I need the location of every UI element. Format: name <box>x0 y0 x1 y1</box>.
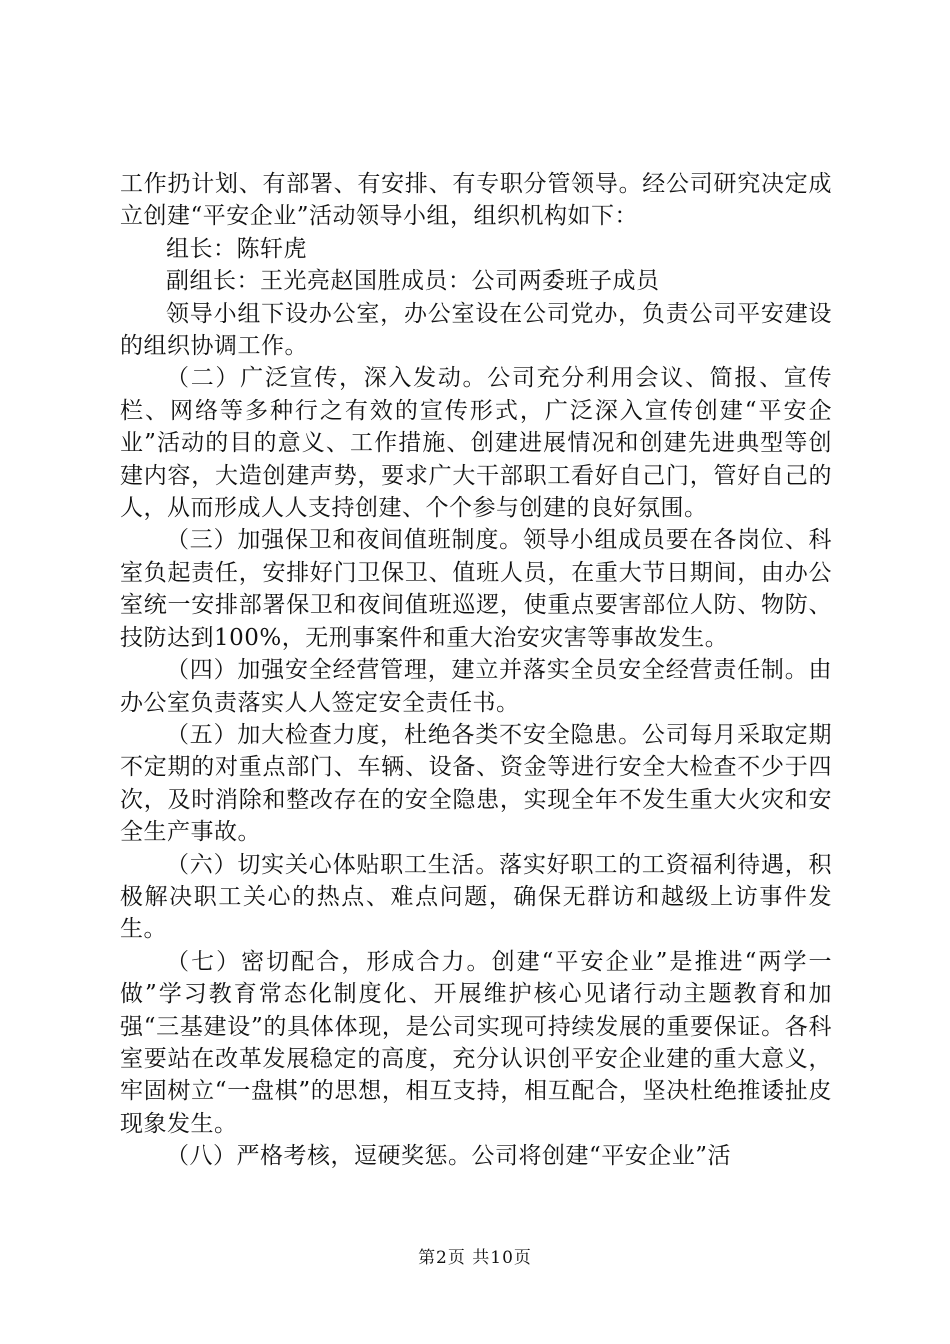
paragraph-section-8: （八）严格考核，逗硬奖惩。公司将创建“平安企业”活 <box>166 1143 732 1170</box>
paragraph-section-7: （七）密切配合，形成合力。创建“平安企业”是推进“两学一做”学习教育常态化制度化、开展维护核心见诸行动主题教育和加强“三基建设”的具体体现，是公司实现可持续发展的重要保证。各科室要站在改革发展稳定的高度，充分认识创平安企业建的重大意义，牢固树立“一盘棋”的思想，相互支持，相互配合，坚决杜绝推诿扯皮现象发生。 <box>120 948 832 1137</box>
paragraph-section-4: （四）加强安全经营管理，建立并落实全员安全经营责任制。由办公室负责落实人人签定安全责任书。 <box>120 657 832 716</box>
page-number-footer: 第2页 共10页 <box>418 1248 532 1268</box>
paragraph-office: 领导小组下设办公室，办公室设在公司党办，负责公司平安建设的组织协调工作。 <box>120 300 832 360</box>
paragraph-intro: 工作扔计划、有部署、有安排、有专职分管领导。经公司研究决定成立创建“平安企业”活动领导小组，组织机构如下： <box>120 171 832 230</box>
paragraph-section-2: （二）广泛宣传，深入发动。公司充分利用会议、简报、宣传栏、网络等多种行之有效的宣传形式，广泛深入宣传创建“平安企业”活动的目的意义、工作措施、创建进展情况和创建先进典型等创建内容，大造创建声势，要求广大干部职工看好自己门，管好自己的人，从而形成人人支持创建、个个参与创建的良好氛围。 <box>120 365 832 522</box>
paragraph-deputy-leader: 副组长：王光亮赵国胜成员：公司两委班子成员 <box>166 268 660 295</box>
document-body <box>120 168 832 1173</box>
document-page <box>120 0 832 1344</box>
paragraph-leader: 组长：陈轩虎 <box>166 235 307 262</box>
paragraph-section-5: （五）加大检查力度，杜绝各类不安全隐患。公司每月采取定期不定期的对重点部门、车辆、设备、资金等进行安全大检查不少于四次，及时消除和整改存在的安全隐患，实现全年不发生重大火灾和安全生产事故。 <box>120 721 832 846</box>
paragraph-section-3: （三）加强保卫和夜间值班制度。领导小组成员要在各岗位、科室负起责任，安排好门卫保卫、值班人员，在重大节日期间，由办公室统一安排部署保卫和夜间值班巡逻，使重点要害部位人防、物防、技防达到100%，无刑事案件和重大治安灾害等事故发生。 <box>120 527 832 651</box>
paragraph-section-6: （六）切实关心体贴职工生活。落实好职工的工资福利待遇，积极解决职工关心的热点、难点问题，确保无群访和越级上访事件发生。 <box>120 851 832 943</box>
